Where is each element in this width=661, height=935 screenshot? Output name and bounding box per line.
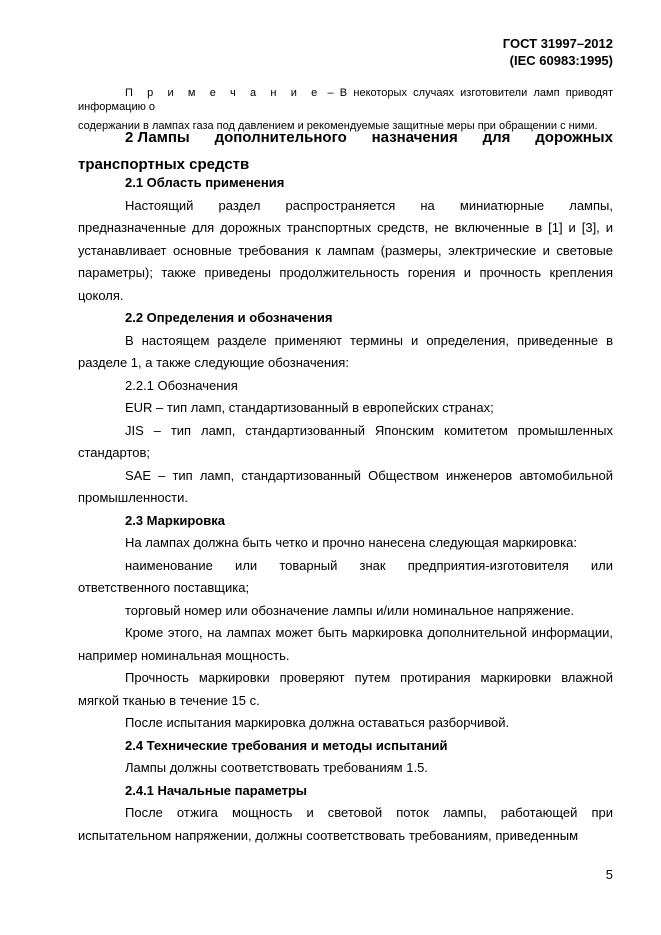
paragraph: наименование или товарный знак предприятия-изготовителя или ответственного поставщика; xyxy=(78,557,613,595)
paragraph: SAE – тип ламп, стандартизованный Обществом инженеров автомобильной промышленности. xyxy=(78,467,613,505)
iec-reference: (IEC 60983:1995) xyxy=(509,53,613,68)
paragraph: Настоящий раздел распространяется на миниатюрные лампы, предназначенные для дорожных транспортных средств, не включенные в [1] и [3], и устанавливает основные требования к лампам (размеры, электрические и световые параметры); также приведены продолжительность горения и прочность крепления цоколя. xyxy=(78,197,613,303)
subsection-heading: 2.3 Маркировка xyxy=(125,512,225,528)
subsection-heading: 2.4.1 Начальные параметры xyxy=(125,782,307,798)
paragraph: Прочность маркировки проверяют путем протирания маркировки влажной мягкой тканью в течение 15 с. xyxy=(78,670,613,708)
standard-number: ГОСТ 31997–2012 xyxy=(502,36,613,51)
heading-word: для xyxy=(482,129,511,146)
paragraph: EUR – тип ламп, стандартизованный в европейских странах; xyxy=(125,400,494,415)
heading-word: 2 Лампы xyxy=(125,129,190,146)
paragraph: Кроме этого, на лампах может быть маркировка дополнительной информации, например номинальная мощность. xyxy=(78,625,613,663)
document-body xyxy=(78,172,613,847)
note-line-2: содержании в лампах газа под давлением и рекомендуемые защитные меры при обращении с ними. xyxy=(78,120,598,132)
paragraph: После отжига мощность и световой поток лампы, работающей при испытательном напряжении, должны соответствовать требованиям, приведенным xyxy=(78,805,613,843)
paragraph: На лампах должна быть четко и прочно нанесена следующая маркировка: xyxy=(125,535,577,550)
subsection-heading: 2.2 Определения и обозначения xyxy=(125,310,333,325)
heading-word: назначения xyxy=(371,129,458,146)
heading-word: дорожных xyxy=(535,129,613,146)
paragraph: 2.2.1 Обозначения xyxy=(125,377,238,393)
section-heading-line-1 xyxy=(78,124,613,151)
page-number: 5 xyxy=(605,867,613,882)
section-heading xyxy=(78,124,613,178)
heading-word: дополнительного xyxy=(214,129,347,146)
paragraph: Лампы должны соответствовать требованиям 1.5. xyxy=(125,760,428,775)
paragraph: В настоящем разделе применяют термины и определения, приведенные в разделе 1, а также следующие обозначения: xyxy=(78,332,613,370)
section-heading-line-2: транспортных средств xyxy=(78,156,250,173)
subsection-heading: 2.1 Область применения xyxy=(125,175,285,190)
note-label: П р и м е ч а н и е xyxy=(125,87,322,99)
paragraph: торговый номер или обозначение лампы и/или номинальное напряжение. xyxy=(125,602,575,618)
subsection-heading: 2.4 Технические требования и методы испытаний xyxy=(125,737,448,753)
paragraph: JIS – тип ламп, стандартизованный Японским комитетом промышленных стандартов; xyxy=(78,422,613,460)
paragraph: После испытания маркировка должна оставаться разборчивой. xyxy=(125,715,510,730)
note-text-1: – В некоторых случаях изготовители ламп приводят информацию о xyxy=(78,87,613,113)
note-line-1 xyxy=(78,86,613,114)
